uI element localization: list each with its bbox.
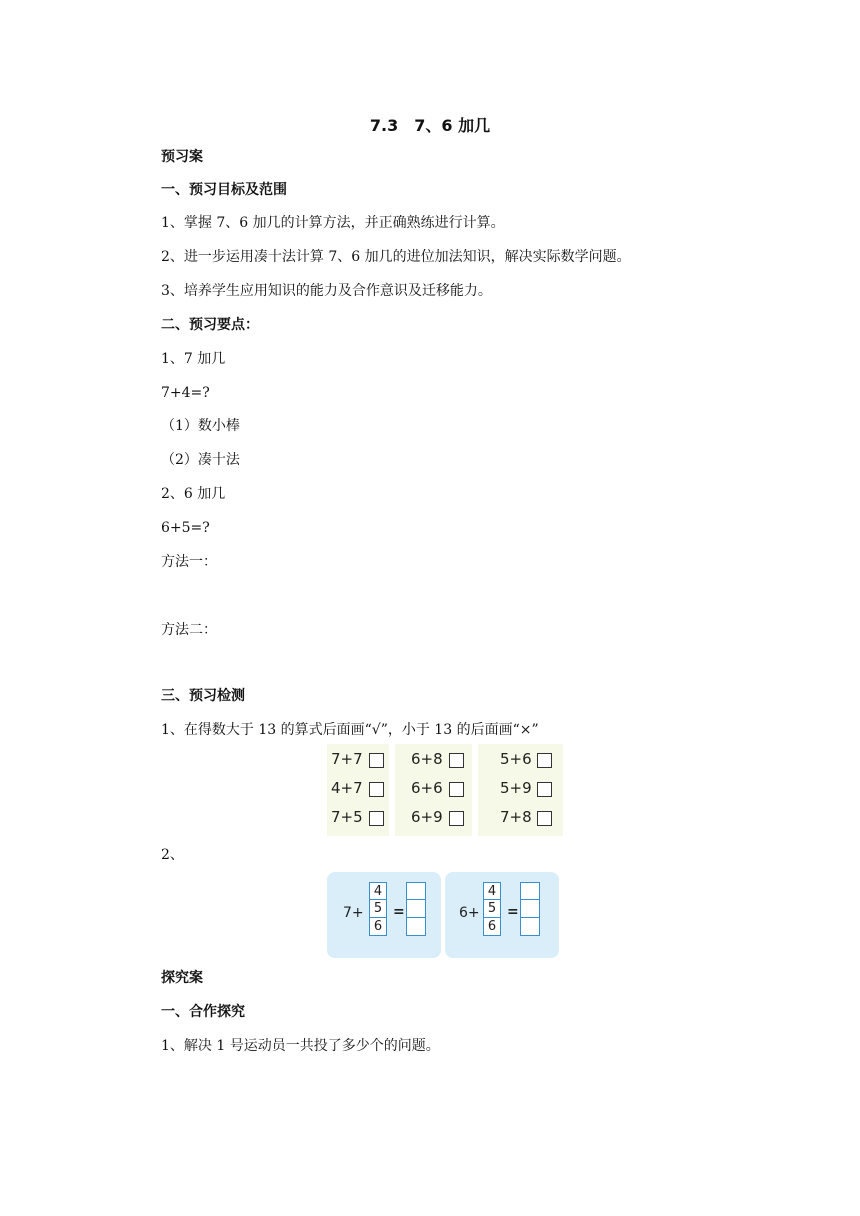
point-item: （1）数小棒 bbox=[161, 418, 240, 434]
answer-box[interactable] bbox=[449, 753, 464, 768]
answer-box[interactable] bbox=[537, 782, 552, 797]
point-item: 1、7 加几 bbox=[161, 351, 226, 367]
expression: 6+8 bbox=[411, 750, 443, 768]
section-preview-heading: 预习案 bbox=[161, 149, 203, 165]
answer-box[interactable] bbox=[449, 782, 464, 797]
answer-box[interactable] bbox=[537, 811, 552, 826]
expression: 6+6 bbox=[411, 779, 443, 797]
goal-item-2: 2、进一步运用凑十法计算 7、6 加几的进位加法知识，解决实际数学问题。 bbox=[161, 249, 631, 265]
heading-goals: 一、预习目标及范围 bbox=[161, 182, 287, 198]
prefix-label: 6+ bbox=[459, 905, 480, 921]
exercise-1-figure bbox=[327, 744, 563, 836]
question-2: 2、 bbox=[161, 847, 184, 863]
exercise-2-figure bbox=[327, 872, 563, 958]
addend: 4 bbox=[369, 882, 387, 901]
addend: 6 bbox=[369, 917, 387, 936]
heading-cooperate: 一、合作探究 bbox=[161, 1004, 245, 1020]
divider bbox=[472, 744, 478, 836]
goal-item-3: 3、培养学生应用知识的能力及合作意识及迁移能力。 bbox=[161, 283, 492, 299]
answer-box[interactable] bbox=[369, 782, 384, 797]
divider bbox=[389, 744, 395, 836]
equals-sign: = bbox=[507, 904, 519, 920]
answer-box[interactable] bbox=[406, 917, 426, 936]
expression: 7+8 bbox=[500, 808, 532, 826]
point-item: 2、6 加几 bbox=[161, 486, 226, 502]
addend: 4 bbox=[483, 882, 501, 901]
explore-item-1: 1、解决 1 号运动员一共投了多少个的问题。 bbox=[161, 1038, 440, 1054]
method-two-label: 方法二： bbox=[161, 622, 217, 638]
expression: 6+9 bbox=[411, 808, 443, 826]
answer-box[interactable] bbox=[520, 882, 540, 901]
addend: 5 bbox=[369, 899, 387, 918]
calc-panel-7 bbox=[327, 872, 441, 958]
answer-box[interactable] bbox=[369, 811, 384, 826]
addend-stack bbox=[483, 883, 501, 936]
answer-box[interactable] bbox=[406, 899, 426, 918]
answer-box[interactable] bbox=[449, 811, 464, 826]
calc-panel-6 bbox=[445, 872, 559, 958]
heading-check: 三、预习检测 bbox=[161, 688, 245, 704]
answer-box[interactable] bbox=[520, 899, 540, 918]
answer-box[interactable] bbox=[369, 753, 384, 768]
expression: 5+6 bbox=[500, 750, 532, 768]
answer-box[interactable] bbox=[520, 917, 540, 936]
goal-item-1: 1、掌握 7、6 加几的计算方法，并正确熟练进行计算。 bbox=[161, 215, 505, 231]
answer-stack bbox=[520, 883, 540, 936]
answer-stack bbox=[406, 883, 426, 936]
addend-stack bbox=[369, 883, 387, 936]
point-item: 6+5=? bbox=[161, 520, 210, 536]
equals-sign: = bbox=[393, 904, 405, 920]
section-explore-heading: 探究案 bbox=[161, 970, 203, 986]
prefix-label: 7+ bbox=[343, 905, 364, 921]
expression: 5+9 bbox=[500, 779, 532, 797]
point-item: 7+4=? bbox=[161, 385, 210, 401]
expression: 7+7 bbox=[331, 750, 363, 768]
answer-box[interactable] bbox=[537, 753, 552, 768]
expression: 4+7 bbox=[331, 779, 363, 797]
page-title: 7.3 7、6 加几 bbox=[369, 116, 491, 135]
heading-points: 二、预习要点： bbox=[161, 317, 259, 333]
point-item: （2）凑十法 bbox=[161, 452, 240, 468]
question-1: 1、在得数大于 13 的算式后面画“√”，小于 13 的后面画“×” bbox=[161, 722, 539, 738]
expression: 7+5 bbox=[331, 808, 363, 826]
addend: 6 bbox=[483, 917, 501, 936]
addend: 5 bbox=[483, 899, 501, 918]
method-one-label: 方法一： bbox=[161, 554, 217, 570]
answer-box[interactable] bbox=[406, 882, 426, 901]
